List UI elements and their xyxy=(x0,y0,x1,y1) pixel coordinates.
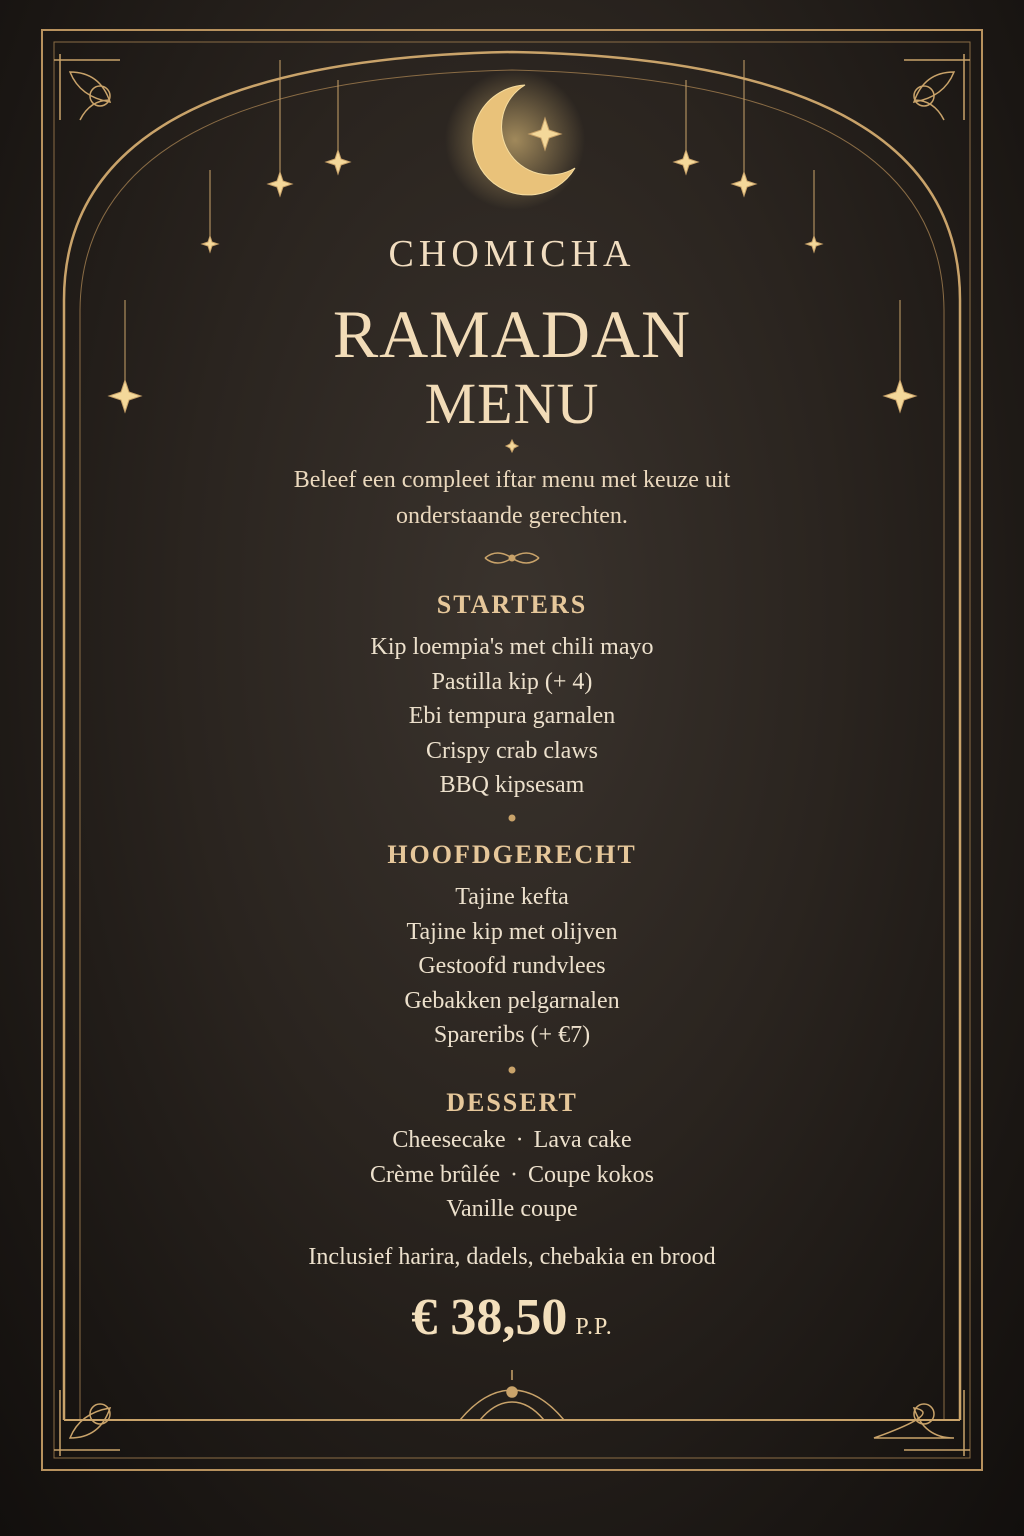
corner-ornament-top-right xyxy=(904,54,970,120)
dessert-item: Coupe kokos xyxy=(527,1161,654,1188)
title-line-2: MENU xyxy=(424,371,600,436)
brand-name: CHOMICHA xyxy=(388,233,636,275)
includes-note: Inclusief harira, dadels, chebakia en brood xyxy=(308,1244,716,1270)
list-item: BBQ kipsesam xyxy=(439,772,585,798)
corner-ornament-top-left xyxy=(54,54,120,120)
list-item: Crispy crab claws xyxy=(426,737,598,764)
intro-line-2: onderstaande gerechten. xyxy=(396,503,628,529)
list-item: Ebi tempura garnalen xyxy=(408,703,616,729)
section-title-dessert: DESSERT xyxy=(446,1088,578,1117)
list-item: Pastilla kip (+ 4) xyxy=(431,668,593,695)
list-item xyxy=(0,1123,1024,1158)
list-item: Kip loempia's met chili mayo xyxy=(370,634,654,660)
main-list xyxy=(0,880,1024,1053)
list-item: Tajine kefta xyxy=(455,884,569,910)
dessert-item: Lava cake xyxy=(533,1127,632,1153)
price-unit: P.P. xyxy=(575,1314,613,1340)
dessert-list xyxy=(0,1123,1024,1227)
divider-main xyxy=(220,1067,800,1073)
list-item: Gestoofd rundvlees xyxy=(418,953,606,979)
section-title-starters: STARTERS xyxy=(436,590,588,619)
price xyxy=(0,1288,1024,1347)
corner-ornament-bottom-right xyxy=(874,1390,970,1456)
dessert-item: Crème brûlée xyxy=(370,1161,500,1188)
list-item: Vanille coupe xyxy=(446,1196,578,1222)
dot-separator: · xyxy=(515,1127,524,1153)
dot-separator: · xyxy=(509,1161,518,1188)
divider-starters xyxy=(220,815,800,821)
bottom-center-ornament xyxy=(460,1370,564,1420)
list-item xyxy=(0,1158,1024,1193)
starters-list xyxy=(0,630,1024,803)
list-item: Tajine kip met olijven xyxy=(406,918,618,945)
price-amount: € 38,50 xyxy=(411,1289,568,1346)
divider-intro xyxy=(220,553,800,563)
list-item: Gebakken pelgarnalen xyxy=(404,987,620,1014)
intro-line-1: Beleef een compleet iftar menu met keuze uit xyxy=(293,467,731,493)
list-item: Spareribs (+ €7) xyxy=(433,1022,591,1048)
dessert-item: Cheesecake xyxy=(392,1127,506,1153)
intro-text xyxy=(200,462,824,534)
title-line-1: RAMADAN xyxy=(332,296,692,372)
section-title-main: HOOFDGERECHT xyxy=(387,840,637,869)
